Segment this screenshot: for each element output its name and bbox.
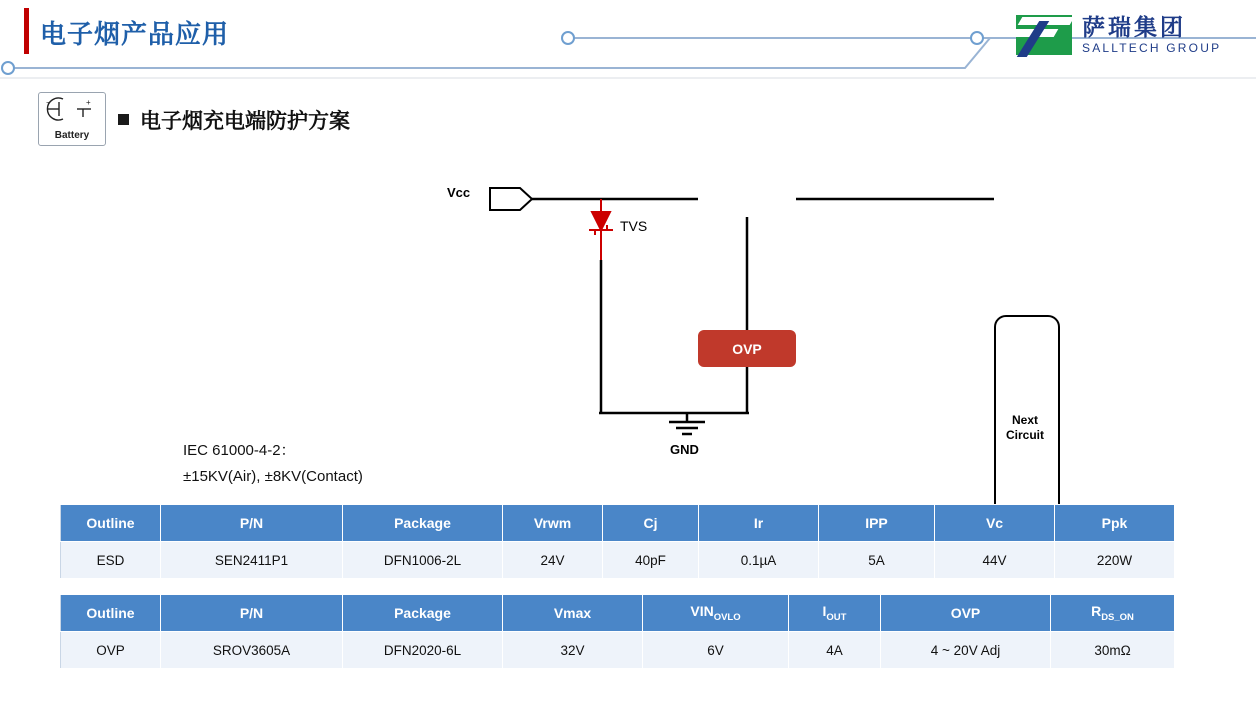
header-accent-bar: [24, 8, 29, 54]
ovp-block: OVP: [698, 330, 796, 367]
table-header-cell: Ir: [699, 505, 819, 542]
table-cell: 24V: [503, 542, 603, 579]
schematic-svg: [0, 150, 1256, 480]
svg-text:+: +: [86, 98, 91, 107]
table-header-cell: Package: [343, 505, 503, 542]
header-main: R: [1091, 603, 1102, 620]
table-header-cell: Vrwm: [503, 505, 603, 542]
iec-note-line2: ±15KV(Air), ±8KV(Contact): [183, 467, 363, 485]
table-header-cell: Outline: [61, 505, 161, 542]
table-cell: 40pF: [603, 542, 699, 579]
table-cell: SEN2411P1: [161, 542, 343, 579]
table-cell: 5A: [819, 542, 935, 579]
iec-note-line1: IEC 61000-4-2：: [183, 442, 296, 459]
table-header-cell: [643, 595, 789, 632]
company-logo: [1016, 6, 1246, 64]
table-cell: 32V: [503, 632, 643, 669]
schematic-diagram: [0, 150, 1256, 485]
table-header-cell: Vc: [935, 505, 1055, 542]
esd-spec-table-wrap: [60, 504, 1175, 579]
table-cell: 4A: [789, 632, 881, 669]
table-header-cell: P/N: [161, 505, 343, 542]
gnd-label: GND: [670, 442, 699, 457]
table-header-cell: IPP: [819, 505, 935, 542]
table-cell: 30mΩ: [1051, 632, 1175, 669]
battery-icon-label: Battery: [54, 130, 90, 141]
logo-mark-icon: [1016, 15, 1072, 55]
header-sub: DS_ON: [1101, 611, 1134, 623]
battery-icon: [38, 92, 106, 146]
ovp-spec-table-wrap: [60, 594, 1175, 669]
table-cell: 44V: [935, 542, 1055, 579]
page-title: 电子烟产品应用: [40, 19, 230, 49]
section-title: 电子烟充电端防护方案: [140, 110, 350, 133]
table-header-cell: [789, 595, 881, 632]
table-header-row: [61, 595, 1175, 632]
table-cell: 6V: [643, 632, 789, 669]
svg-text:−: −: [46, 98, 51, 107]
header-sub: OUT: [826, 611, 847, 623]
table-header-cell: P/N: [161, 595, 343, 632]
next-circuit-label: [994, 413, 1056, 443]
logo-name-en: SALLTECH GROUP: [1082, 41, 1222, 56]
vcc-label: Vcc: [447, 185, 471, 200]
header-sub: OVLO: [713, 611, 741, 623]
table-header-cell: OVP: [881, 595, 1051, 632]
table-header-row: [61, 505, 1175, 542]
table-cell: SROV3605A: [161, 632, 343, 669]
table-header-cell: Outline: [61, 595, 161, 632]
table-row: [61, 542, 1175, 579]
logo-name-cn: 萨瑞集团: [1082, 13, 1186, 40]
table-row: [61, 632, 1175, 669]
page-header: [0, 0, 1256, 78]
ovp-spec-table: [60, 594, 1175, 669]
table-cell: 4 ~ 20V Adj: [881, 632, 1051, 669]
table-cell: 0.1µA: [699, 542, 819, 579]
table-cell: DFN1006-2L: [343, 542, 503, 579]
table-cell: DFN2020-6L: [343, 632, 503, 669]
next-circuit-label-line1: Next: [1011, 413, 1038, 427]
header-main: I: [822, 603, 827, 620]
iec-note: [183, 438, 363, 489]
table-header-cell: Ppk: [1055, 505, 1175, 542]
table-header-cell: Cj: [603, 505, 699, 542]
esd-spec-table: [60, 504, 1175, 579]
tvs-label: TVS: [620, 218, 648, 234]
table-header-cell: Vmax: [503, 595, 643, 632]
battery-symbol-icon: [39, 93, 103, 129]
table-cell: 220W: [1055, 542, 1175, 579]
header-main: VIN: [690, 603, 714, 620]
table-header-cell: [1051, 595, 1175, 632]
next-circuit-label-line2: Circuit: [1005, 428, 1044, 442]
bullet-icon: [118, 114, 129, 125]
table-cell: OVP: [61, 632, 161, 669]
table-cell: ESD: [61, 542, 161, 579]
table-header-cell: Package: [343, 595, 503, 632]
